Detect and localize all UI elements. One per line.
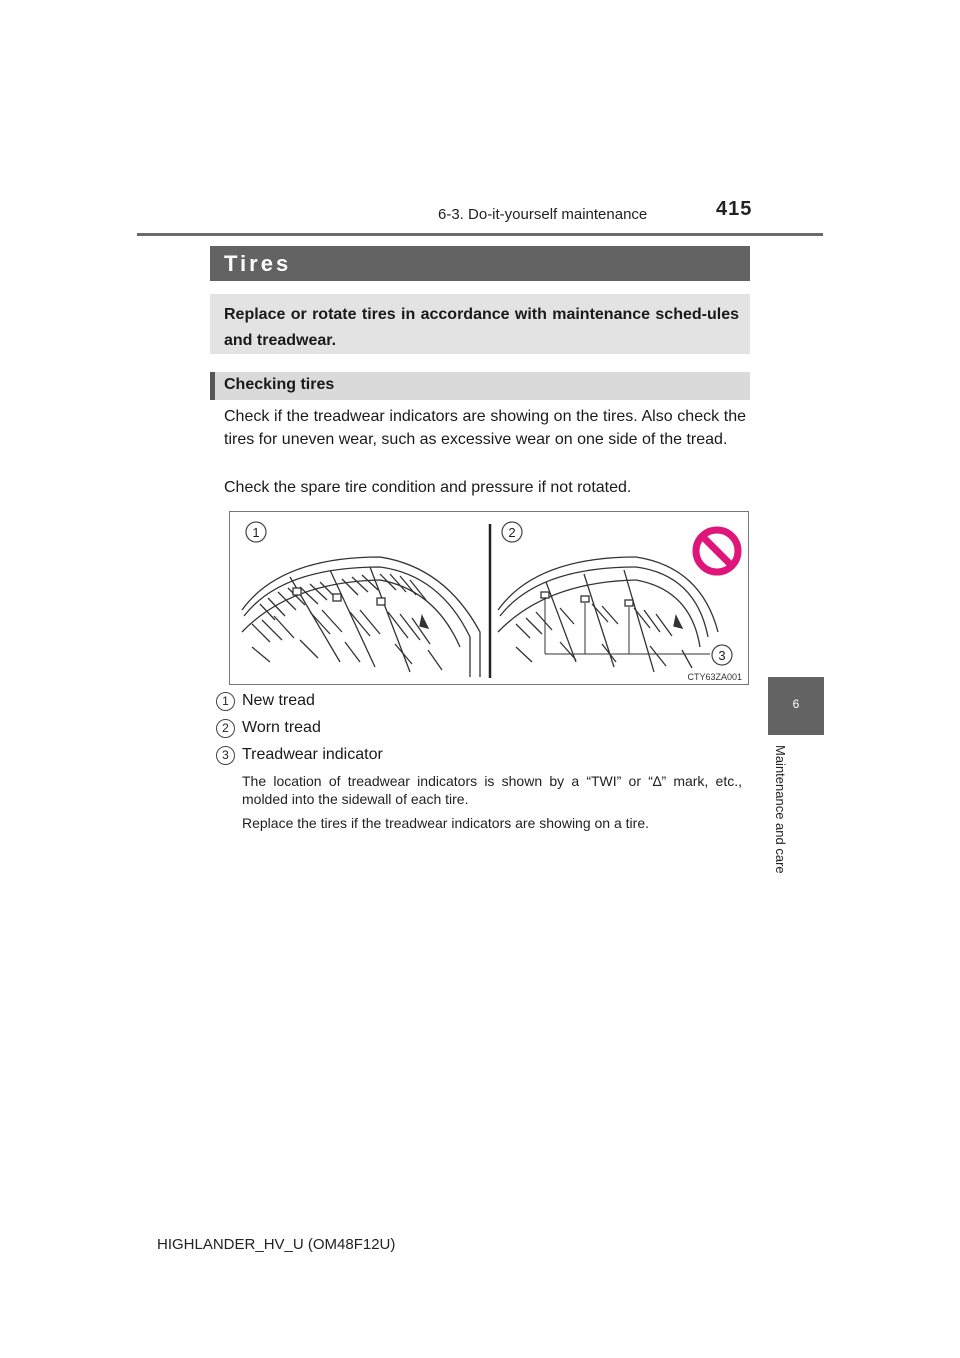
- legend-label-treadwear-indicator: Treadwear indicator: [242, 746, 383, 763]
- note-indicator-location: The location of treadwear indicators is shown by a “TWI” or “∆” mark, etc., molded into the sidewall of each tire.: [242, 773, 742, 807]
- intro-box: [210, 294, 750, 354]
- legend-number-2: 2: [216, 719, 235, 738]
- tire-tread-figure: [229, 511, 749, 685]
- page-number: 415: [716, 198, 753, 220]
- no-symbol-icon: [696, 530, 738, 572]
- subheading: Checking tires: [224, 376, 335, 393]
- callout-2-label: 2: [508, 525, 516, 540]
- figure-code: CTY63ZA001: [687, 672, 742, 682]
- note-replace-tires: Replace the tires if the treadwear indicators are showing on a tire.: [242, 815, 649, 831]
- subheading-accent: [210, 372, 215, 400]
- subheading-bar: [210, 372, 750, 400]
- intro-text: Replace or rotate tires in accordance with maintenance sched-ules and treadwear.: [224, 306, 739, 349]
- paragraph-check-indicators: Check if the treadwear indicators are showing on the tires. Also check the tires for uneven wear, such as excessive wear on one side of the tread.: [224, 408, 746, 448]
- legend-number-1: 1: [216, 692, 235, 711]
- worn-tread-illustration: [498, 557, 718, 672]
- legend-label-worn-tread: Worn tread: [242, 719, 321, 736]
- callout-1-label: 1: [252, 525, 260, 540]
- header-section-title: 6-3. Do-it-yourself maintenance: [438, 206, 648, 223]
- chapter-label: Maintenance and care: [773, 745, 788, 874]
- chapter-number: 6: [792, 697, 800, 711]
- footer-model-code: HIGHLANDER_HV_U (OM48F12U): [157, 1236, 396, 1253]
- callout-3-label: 3: [718, 648, 726, 663]
- header-divider: [137, 233, 823, 236]
- chapter-tab: [768, 677, 824, 735]
- page-title: Tires: [224, 251, 292, 276]
- paragraph-spare-tire: Check the spare tire condition and pressure if not rotated.: [224, 479, 632, 496]
- new-tread-illustration: [242, 557, 480, 677]
- legend-number-3: 3: [216, 746, 235, 765]
- page-title-bar: [210, 246, 750, 281]
- tread-illustration: [230, 512, 750, 686]
- chapter-label-container: [773, 745, 795, 895]
- legend-label-new-tread: New tread: [242, 692, 315, 709]
